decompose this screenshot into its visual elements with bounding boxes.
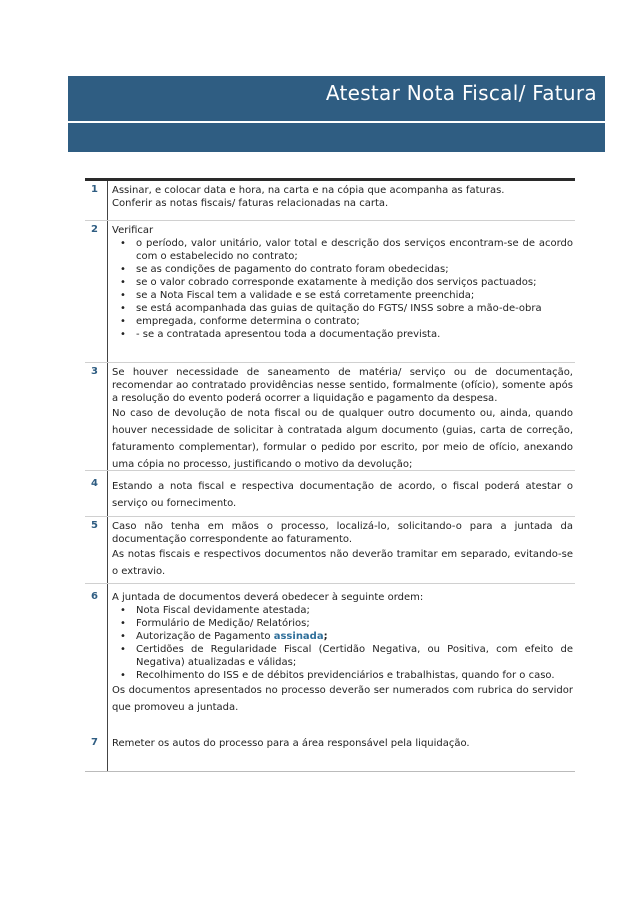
step-6 xyxy=(85,591,575,731)
step-line: Conferir as notas fiscais/ faturas relacionadas na carta. xyxy=(112,198,389,209)
bullet-list xyxy=(112,237,573,341)
step-1 xyxy=(85,184,575,221)
step-2 xyxy=(85,224,575,363)
step-paragraph: Caso não tenha em mãos o processo, localizá-lo, solicitando-o para a juntada da documentação correspondente ao faturamento. xyxy=(112,521,573,545)
step-number: 1 xyxy=(91,184,98,195)
page-title: Atestar Nota Fiscal/ Fatura xyxy=(325,81,597,105)
bullet-item: • - se a contratada apresentou toda a documentação prevista. xyxy=(136,328,573,341)
step-paragraph: Estando a nota fiscal e respectiva documentação de acordo, o fiscal poderá atestar o serviço ou fornecimento. xyxy=(112,481,573,509)
step-text xyxy=(112,520,573,580)
step-3 xyxy=(85,366,575,471)
bullet-item: • se está acompanhada das guias de quitação do FGTS/ INSS sobre a mão-de-obra xyxy=(136,302,573,315)
bullet-text: Autorização de Pagamento xyxy=(136,631,271,642)
step-4 xyxy=(85,478,575,517)
step-text xyxy=(112,184,573,210)
step-5 xyxy=(85,520,575,584)
title-banner xyxy=(68,76,605,152)
bullet-item: • se o valor cobrado corresponde exatamente à medição dos serviços pactuados; xyxy=(136,276,573,289)
bullet-item: • se a Nota Fiscal tem a validade e se está corretamente preenchida; xyxy=(136,289,573,302)
highlight-text: assinada xyxy=(273,631,324,642)
step-text xyxy=(112,224,573,341)
bullet-item: • empregada, conforme determina o contrato; xyxy=(136,315,573,328)
step-line: Assinar, e colocar data e hora, na carta e na cópia que acompanha as faturas. xyxy=(112,185,505,196)
step-text xyxy=(112,737,573,750)
step-paragraph: Remeter os autos do processo para a área responsável pela liquidação. xyxy=(112,738,470,749)
bullet-item: • se as condições de pagamento do contrato foram obedecidas; xyxy=(136,263,573,276)
step-text xyxy=(112,478,573,512)
step-paragraph: As notas fiscais e respectivos documentos não deverão tramitar em separado, evitando-se o extravio. xyxy=(112,549,573,577)
bullet-item: • Certidões de Regularidade Fiscal (Certidão Negativa, ou Positiva, com efeito de Negativa) atualizadas e válidas; xyxy=(136,643,573,669)
bullet-item: • Nota Fiscal devidamente atestada; xyxy=(136,604,573,617)
step-7 xyxy=(85,737,575,761)
step-text xyxy=(112,591,573,716)
step-outro: Os documentos apresentados no processo deverão ser numerados com rubrica do servidor que promoveu a juntada. xyxy=(112,685,573,713)
step-paragraph: No caso de devolução de nota fiscal ou de qualquer outro documento ou, ainda, quando houver necessidade de solicitar à contratada algum documento (guias, carta de correção, faturamento complementar), formular o pedido por escrito, por meio de ofício, anexando uma cópia no processo, justificando o motivo da devolução; xyxy=(112,408,573,470)
bullet-item: • o período, valor unitário, valor total e descrição dos serviços encontram-se de acordo com o estabelecido no contrato; xyxy=(136,237,573,263)
step-number: 5 xyxy=(91,520,98,531)
bullet-list xyxy=(112,604,573,682)
step-number: 7 xyxy=(91,737,98,748)
bullet-item: • Formulário de Medição/ Relatórios; xyxy=(136,617,573,630)
step-intro: Verificar xyxy=(112,225,154,236)
step-number: 6 xyxy=(91,591,98,602)
step-number: 4 xyxy=(91,478,98,489)
step-number: 3 xyxy=(91,366,98,377)
step-paragraph: Se houver necessidade de saneamento de matéria/ serviço ou de documentação, recomendar ao contratado providências nesse sentido, formalmente (ofício), somente após a resolução do evento poderá ocorrer a liquidação e pagamento da despesa. xyxy=(112,367,573,404)
step-number: 2 xyxy=(91,224,98,235)
step-intro: A juntada de documentos deverá obedecer à seguinte ordem: xyxy=(112,592,424,603)
steps-table xyxy=(85,178,575,772)
bullet-suffix: ; xyxy=(323,631,328,642)
banner-divider xyxy=(68,121,605,123)
bullet-item xyxy=(136,630,573,643)
bullet-item: • Recolhimento do ISS e de débitos previdenciários e trabalhistas, quando for o caso. xyxy=(136,669,573,682)
step-text xyxy=(112,366,573,473)
